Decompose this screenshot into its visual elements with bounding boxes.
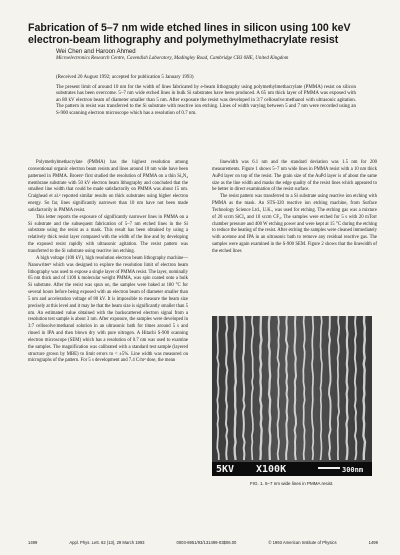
paragraph: A high voltage (100 kV), high resolution electron beam lithography machine—Nanowriter³ which was designed to explore the resolution limit of electron beam lithography was used to expose a single layer of PMMA resist. The layer, nominally 65 nm thick and of 1100 k molecular weight PMMA, was spin coated onto a bulk Si substrate. After the resist was spun on, the samples were baked at 180 °C for several hours before being exposed with an electron beam of diameter smaller than 5 nm and acceleration voltage of 80 kV. It is impossible to measure the beam size precisely at this level and it may be that the beam size is significantly smaller than 5 nm. An estimated value obtained with the backscattered electron signal from a resolution test sample is about 3 nm. After exposure, the samples were developed in 3:7 cellosolve:methanol solution in an ultrasonic bath for times around 5 s and rinsed in IPA and then blown dry with pure nitrogen. A Hitachi S-900 scanning electron microscope (SEM) which has a resolution of 0.7 nm was used to examine the samples. The magnification was calibrated with a standard test sample (layered structure grown by MBE) to limit errors to < ±5%. Line width was measured on micrographs of the pattern. For 5 s development and 7.4 C/m² dose, the mean — [28, 255, 188, 364]
etched-line — [295, 316, 296, 460]
etched-line — [355, 316, 357, 460]
left-column — [28, 160, 188, 365]
journal-reference: Appl. Phys. Lett. 62 (13), 29 March 1993 — [69, 540, 145, 545]
etched-line — [235, 316, 236, 460]
copyright: © 1993 American Institute of Physics — [268, 540, 337, 545]
right-column — [212, 160, 377, 256]
article-code: 0003-6951/93/131499-03$06.00 — [176, 540, 237, 545]
author-list: Wei Chen and Haroon Ahmed — [56, 49, 136, 55]
page-number-right: 1499 — [368, 540, 378, 545]
scale-bar-label: 300nm — [342, 466, 364, 474]
paragraph: This letter reports the exposure of significantly narrower lines in PMMA on a Si substrate and the subsequent fabrication of 5–7 nm etched lines in the Si substrate using the resist as a mask. This result has been obtained by using a relatively thick resist layer compared with the width of the line and by developing the exposed resist rapidly with ultrasonic agitation. The resist pattern was transferred to the Si substrate using reactive ion etching. — [28, 214, 188, 254]
received-dates: (Received 20 August 1992; accepted for publication 5 January 1993) — [56, 75, 194, 80]
page-footer — [28, 540, 378, 545]
affiliation: Microelectronics Research Centre, Cavendish Laboratory, Madingley Road, Cambridge CB3 0HE, United Kingdom — [56, 56, 289, 61]
paragraph: Polymethylmethacrylate (PMMA) has the highest resolution among conventional organic electron beam resists and lines around 10 nm wide have been patterned in PMMA. Broers¹ first studied the resolution of PMMA on a thin Si₃N₄ membrane substrate with 50 kV electron beam lithography and concluded that the smallest line width that could be made satisfactorily on PMMA was about 15 nm. Craighead et al.² reported similar results on thick substrates using higher electron energy. So far, lines significantly narrower than 10 nm have not been made satisfactorily in PMMA resist. — [28, 160, 188, 213]
magnification-label: X100K — [256, 464, 287, 475]
abstract: The present limit of around 10 nm for the width of lines fabricated by e-beam lithography using polymethylmethacrylate (PMMA) resist on silicon substrates has been overcome. 5–7 nm wide etched lines in bulk Si substrates have been produced. A 65 nm thick layer of PMMA was exposed with an 80 kV electron beam of diameter smaller than 5 nm. After exposure the resist was developed in 3:7 cellosolve:methanol with ultrasonic agitation. The pattern in resist was transferred to the Si substrate with reactive ion etching. Lines of width varying between 5 and 7 nm were recorded using an S-900 scanning electron microscope which has a resolution of 0.7 nm. — [56, 85, 356, 116]
scale-bar — [318, 467, 340, 469]
etched-line — [363, 316, 365, 460]
micrograph-image — [212, 316, 372, 476]
voltage-label: 5KV — [216, 464, 235, 475]
etched-line — [346, 316, 347, 460]
paragraph: linewidth was 6.1 nm and the standard deviation was 1.5 nm for 200 measurements. Figure 1 shows 5–7 nm wide lines in PMMA resist with a 10 nm thick AuPd layer on top of the resist. The grain size of the AuPd layer is of about the same size as the line width and masks the edge quality of the resist lines which appeared to be better in direct examination of the resist surface. — [212, 160, 377, 193]
figure-caption: FIG. 1. 5–7 nm wide lines in PMMA resist. — [250, 481, 334, 486]
page-number-left: 1499 — [28, 540, 38, 545]
etched-line — [226, 316, 228, 460]
sem-micrograph — [212, 316, 372, 476]
etched-line — [260, 316, 262, 460]
paragraph: The resist pattern was transferred to a Si substrate using reactive ion etching with PMMA as the mask. An STS-320 reactive ion etching machine, from Surface Technology Science Ltd., U.K., was used for etching. The etching gas was a mixture of 20 sccm SiCl₄ and 10 sccm CF₄. The samples were etched for 5 s with 20 mTorr chamber pressure and 400 W etching power and were kept at 15 °C during the etching to reduce the heating of the resist. After etching the samples were cleaned immediately with acetone and IPA in an ultrasonic bath to remove any residual reactive gas. The samples were again examined in the S-900 SEM. Figure 2 shows that the linewidth of the etched lines — [212, 194, 377, 254]
article-title: Fabrication of 5–7 nm wide etched lines in silicon using 100 keV electron-beam lithography and polymethylmethacrylate resist — [28, 22, 351, 46]
